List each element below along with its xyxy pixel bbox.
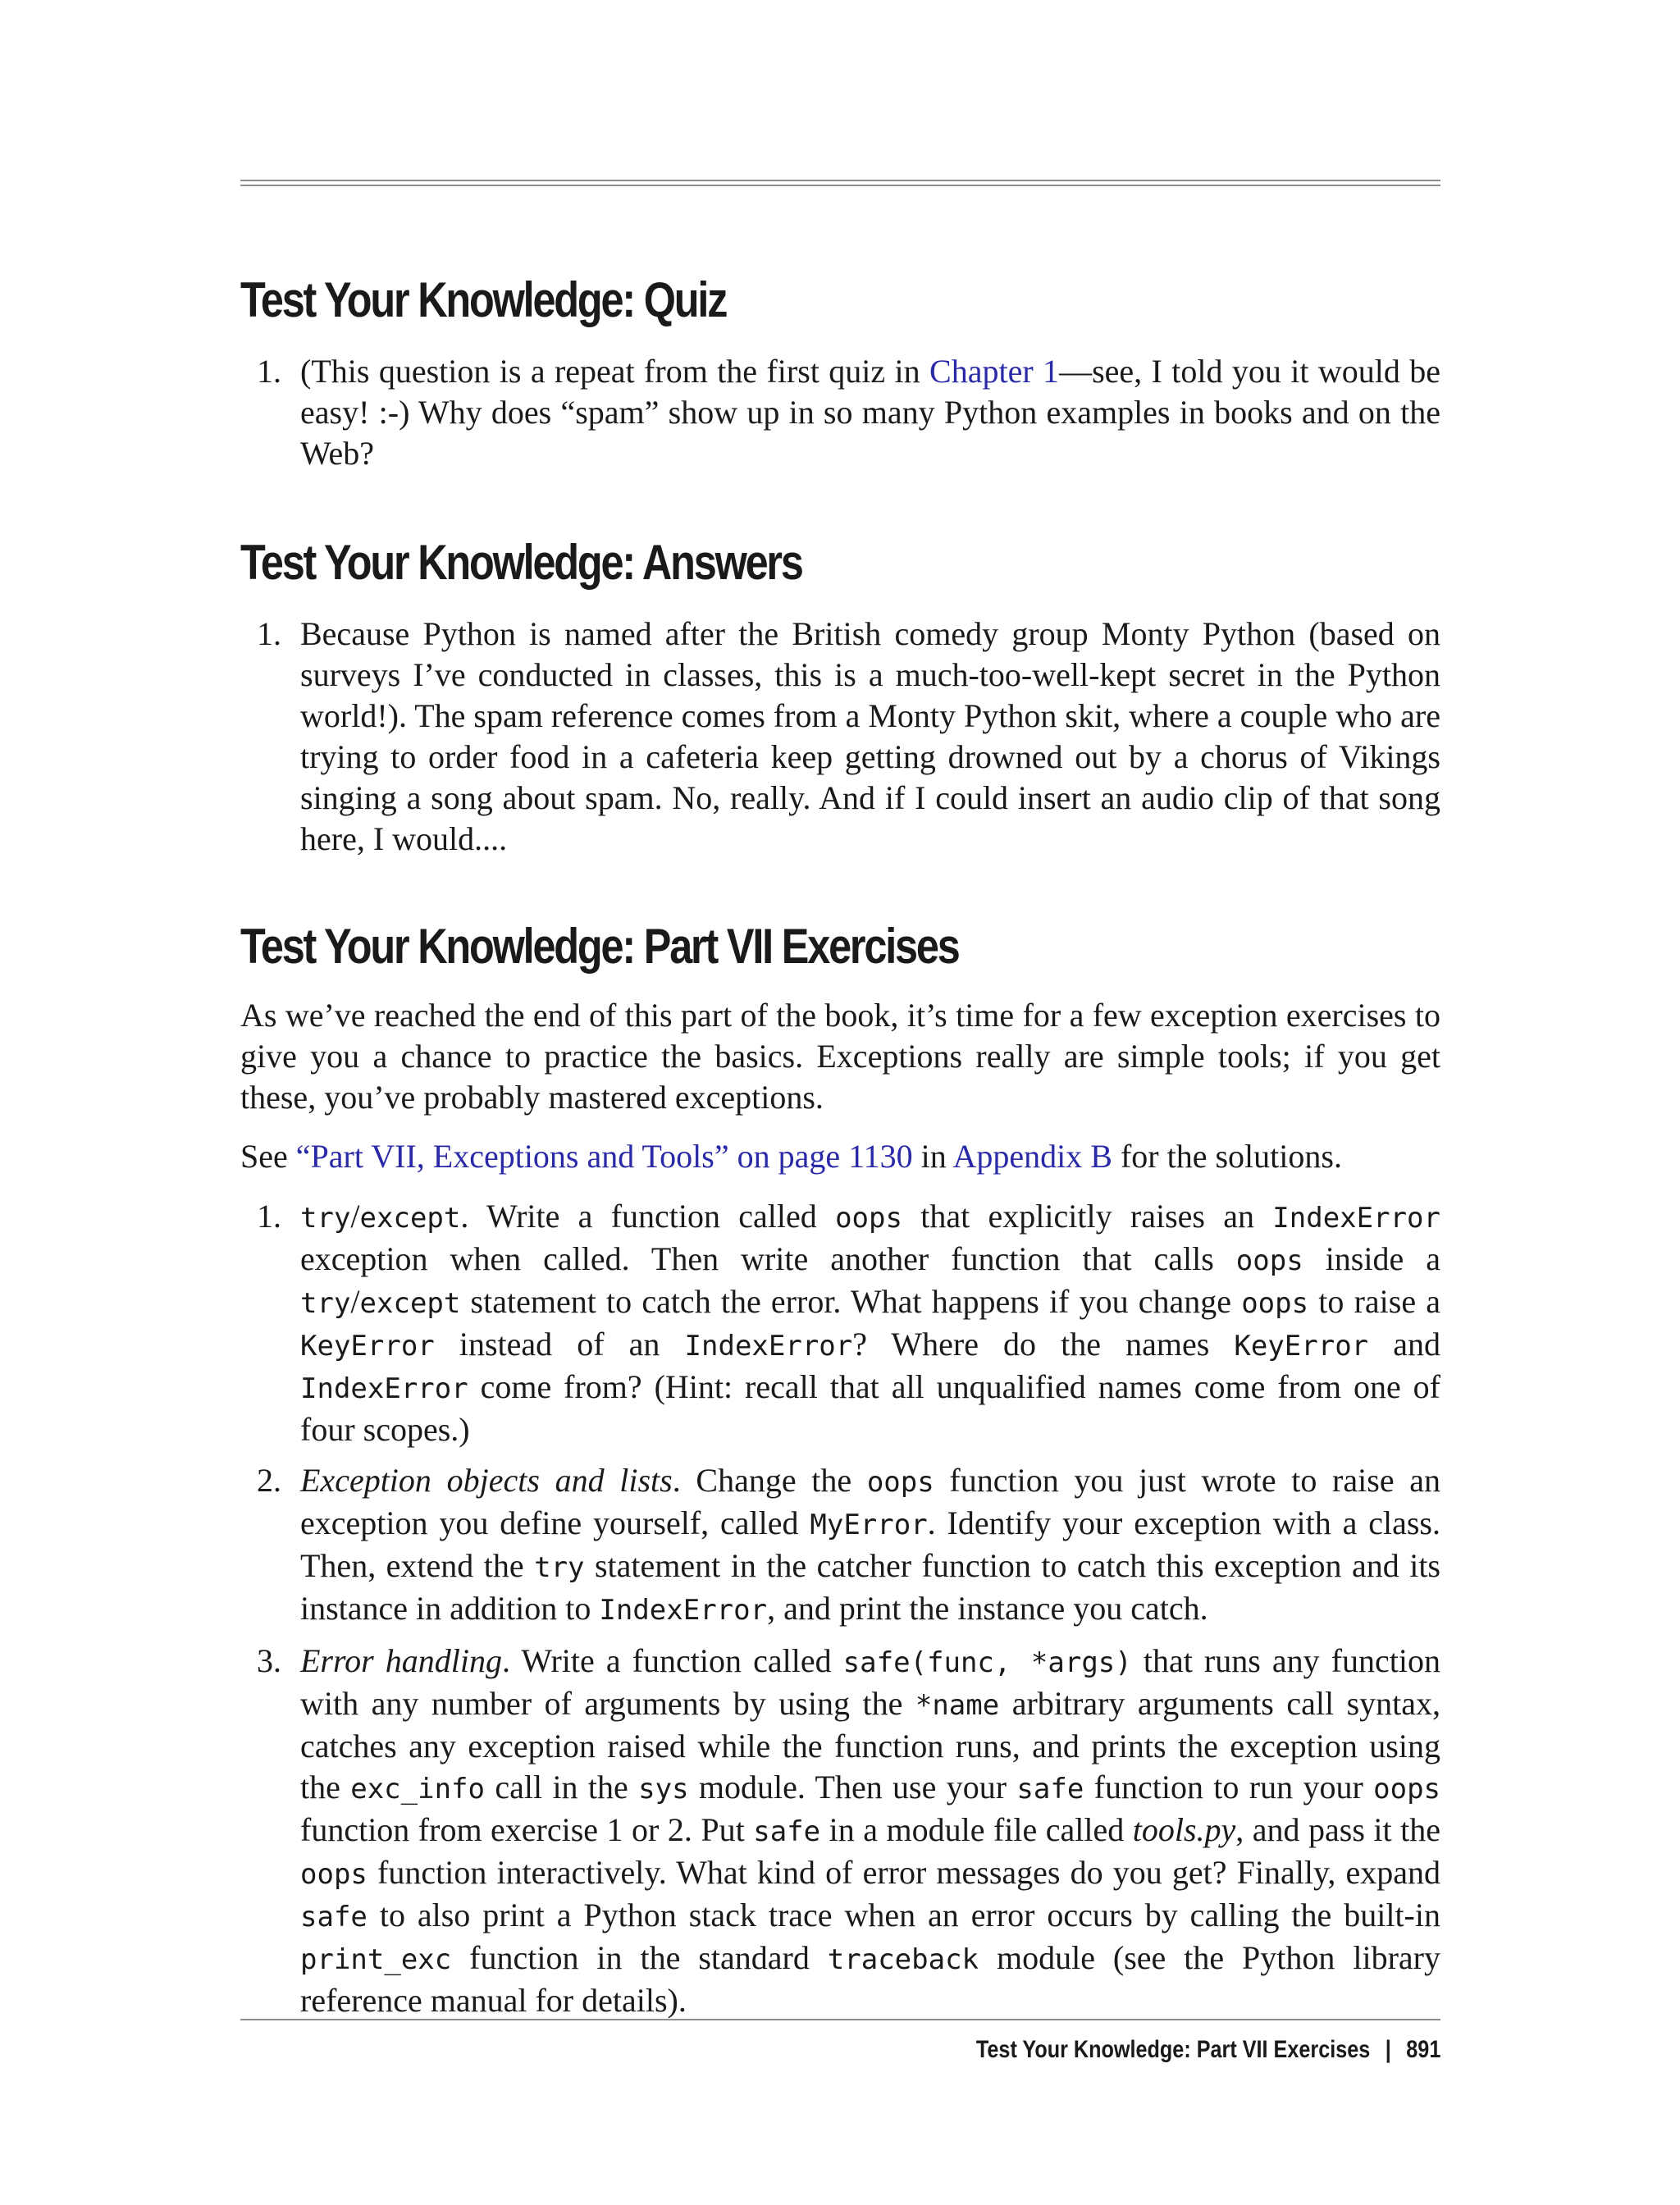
code-term: IndexError	[300, 1372, 468, 1405]
text-run: arbitrary arguments call syntax, catches any exception raised while the function runs, and prints the exception using the	[300, 1685, 1440, 1806]
exercise-3	[240, 1641, 1440, 2021]
list-number: 1.	[257, 1198, 281, 1235]
text-run: module. Then use your	[688, 1769, 1017, 1806]
text-run: . Write a function called	[501, 1642, 843, 1679]
text-run: function from exercise 1 or 2. Put	[300, 1811, 754, 1848]
text-run: in	[912, 1138, 953, 1175]
code-term: except	[359, 1287, 461, 1320]
quiz-list	[240, 351, 1440, 484]
list-number: 2.	[257, 1462, 281, 1499]
code-term: KeyError	[1234, 1330, 1369, 1363]
code-term: IndexError	[684, 1330, 853, 1363]
text-run: (This question is a repeat from the first quiz in	[300, 353, 930, 390]
list-number: 3.	[257, 1642, 281, 1679]
text-run: /	[350, 1198, 360, 1235]
text-run: Because Python is named after the British comedy group Monty Python (based on surveys I’ve conducted in classes, this is a much-too-well-kept secret in the Python world!). The spam reference comes from a Monty Python skit, where a couple who are trying to order food in a cafeteria keep getting drowned out by a chorus of Vikings singing a song about spam. No, really. And if I could insert an audio clip of that song here, I would....	[300, 615, 1440, 857]
code-term: *name	[915, 1689, 1000, 1722]
text-run: for the solutions.	[1112, 1138, 1342, 1175]
page-footer	[976, 2031, 1440, 2069]
text-run: . Change the	[672, 1462, 867, 1499]
answers-list	[240, 614, 1440, 870]
text-run: that explicitly raises an	[902, 1198, 1273, 1235]
text-run: call in the	[485, 1769, 639, 1806]
list-number: 1.	[257, 615, 281, 652]
text-run: inside a	[1303, 1240, 1440, 1277]
code-term: exc_info	[350, 1773, 485, 1806]
code-term: IndexError	[599, 1594, 768, 1627]
text-run: statement in the catcher function to catch this exception and its instance in addition to	[300, 1547, 1440, 1627]
code-term: safe	[753, 1815, 821, 1848]
code-term: safe	[300, 1901, 368, 1933]
page-number: 891	[1405, 2036, 1440, 2063]
exercise-2	[240, 1460, 1440, 1631]
quiz-question-1	[240, 351, 1440, 474]
quiz-heading: Test Your Knowledge: Quiz	[240, 272, 727, 327]
text-run: function interactively. What kind of error messages do you get? Finally, expand	[367, 1854, 1440, 1891]
text-run: module (see the Python library reference manual for details).	[300, 1939, 1440, 2019]
exercises-heading: Test Your Knowledge: Part VII Exercises	[240, 919, 959, 974]
filename: tools.py	[1132, 1811, 1236, 1848]
list-number: 1.	[257, 353, 281, 390]
code-term: try	[300, 1202, 351, 1235]
text-run: —see, I told you it would be easy! :-) Why does “spam” show up in so many Python examples in books and on the Web?	[300, 353, 1440, 472]
text-run: , and pass it the	[1235, 1811, 1441, 1848]
code-term: traceback	[827, 1943, 979, 1976]
code-term: try	[300, 1287, 351, 1320]
code-term: MyError	[810, 1509, 928, 1541]
text-run: ? Where do the names	[852, 1326, 1235, 1363]
text-run: that runs any function with any number of arguments by using the	[300, 1642, 1441, 1722]
text-run: to also print a Python stack trace when an error occurs by calling the built-in	[367, 1897, 1440, 1933]
footer-section-title: Test Your Knowledge: Part VII Exercises	[975, 2036, 1370, 2063]
exercise-1	[240, 1196, 1440, 1450]
code-term: safe	[1016, 1773, 1084, 1806]
text-run: See	[240, 1138, 296, 1175]
exercise-topic: Error handling	[300, 1642, 502, 1679]
code-term: except	[359, 1202, 461, 1235]
text-run: . Identify your exception with a class. Then, extend the	[300, 1504, 1440, 1584]
answer-1	[240, 614, 1440, 860]
code-term: oops	[300, 1858, 368, 1891]
solutions-reference	[240, 1136, 1440, 1177]
chapter-1-link[interactable]: Chapter 1	[929, 353, 1060, 390]
text-run: instead of an	[434, 1326, 685, 1363]
exercises-list	[240, 1196, 1440, 2031]
text-run: and	[1368, 1326, 1441, 1363]
text-run: , and print the instance you catch.	[767, 1590, 1208, 1627]
text-run: statement to catch the error. What happens if you change	[460, 1283, 1242, 1320]
part-vii-solutions-link[interactable]: “Part VII, Exceptions and Tools” on page 1130	[295, 1138, 913, 1175]
code-term: KeyError	[300, 1330, 435, 1363]
header-rule	[240, 180, 1440, 186]
text-run: in a module file called	[820, 1811, 1133, 1848]
text-run: to raise a	[1308, 1283, 1441, 1320]
text-run: . Write a function called	[460, 1198, 836, 1235]
code-term: IndexError	[1272, 1202, 1440, 1235]
code-term: print_exc	[300, 1943, 452, 1976]
answers-heading: Test Your Knowledge: Answers	[240, 535, 802, 590]
text-run: function in the standard	[451, 1939, 828, 1976]
text-run: exception when called. Then write another function that calls	[300, 1240, 1236, 1277]
code-term: oops	[1235, 1244, 1303, 1277]
footer-separator: |	[1385, 2036, 1391, 2063]
text-run: function you just wrote to raise an exception you define yourself, called	[300, 1462, 1440, 1541]
code-term: sys	[638, 1773, 689, 1806]
code-term: safe(func, *args)	[842, 1646, 1132, 1679]
text-run: function to run your	[1084, 1769, 1374, 1806]
code-term: oops	[835, 1202, 902, 1235]
code-term: oops	[1373, 1773, 1441, 1806]
code-term: oops	[866, 1466, 934, 1499]
footer-rule	[240, 2019, 1440, 2020]
exercises-intro: As we’ve reached the end of this part of the book, it’s time for a few exception exercises to give you a chance to practice the basics. Exceptions really are simple tools; if you get these, you’ve probably mastered exceptions.	[240, 997, 1440, 1116]
exercise-topic: Exception objects and lists	[300, 1462, 673, 1499]
code-term: try	[534, 1551, 585, 1584]
appendix-b-link[interactable]: Appendix B	[952, 1138, 1112, 1175]
code-term: oops	[1241, 1287, 1309, 1320]
text-run: /	[350, 1283, 360, 1320]
text-run: come from? (Hint: recall that all unqualified names come from one of four scopes.)	[300, 1368, 1440, 1448]
